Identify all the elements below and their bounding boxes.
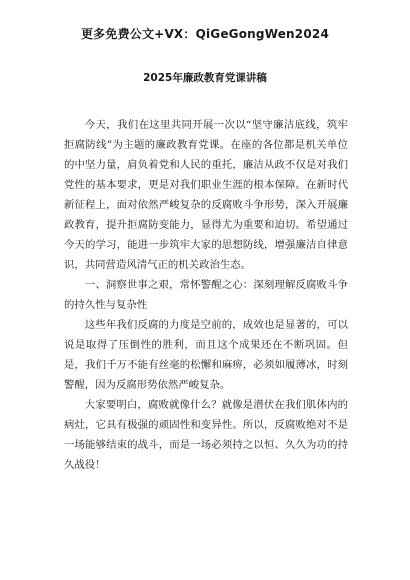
document-body: [64, 115, 348, 475]
intro-paragraph: 今天，我们在这里共同开展一次以“坚守廉洁底线，筑牢拒腐防线”为主题的廉政教育党课。在座的各位都是机关单位的中坚力量，肩负着党和人民的重托，廉洁从政不仅是对我们党性的基本要求，更是对我们职业生涯的根本保障。在新时代新征程上，面对依然严峻复杂的反腐败斗争形势，深入开展廉政教育，提升拒腐防变能力，显得尤为重要和迫切。希望通过今天的学习，能进一步筑牢大家的思想防线，增强廉洁自律意识，共同营造风清气正的机关政治生态。: [64, 119, 348, 271]
section-paragraph-1: 这些年我们反腐的力度是空前的，成效也是显著的，可以说是取得了压倒性的胜利，而且这个成果还在不断巩固。但是，我们千万不能有丝毫的松懈和麻痹，必须如履薄冰，时刻警醒，因为反腐形势依然严峻复杂。: [64, 319, 348, 391]
section-heading: 一、洞察世事之艰，常怀警醒之心：深刻理解反腐败斗争的持久性与复杂性: [64, 279, 348, 311]
watermark-header: 更多免费公文+VX：QiGeGongWen2024: [80, 27, 329, 41]
document-title: 2025年廉政教育党课讲稿: [143, 72, 267, 84]
section-paragraph-2: 大家要明白，腐败就像什么？就像是潜伏在我们肌体内的病灶，它具有极强的顽固性和变异性。所以，反腐败绝对不是一场能够结束的战斗，而是一场必须持之以恒、久久为功的持久战役！: [64, 399, 348, 471]
